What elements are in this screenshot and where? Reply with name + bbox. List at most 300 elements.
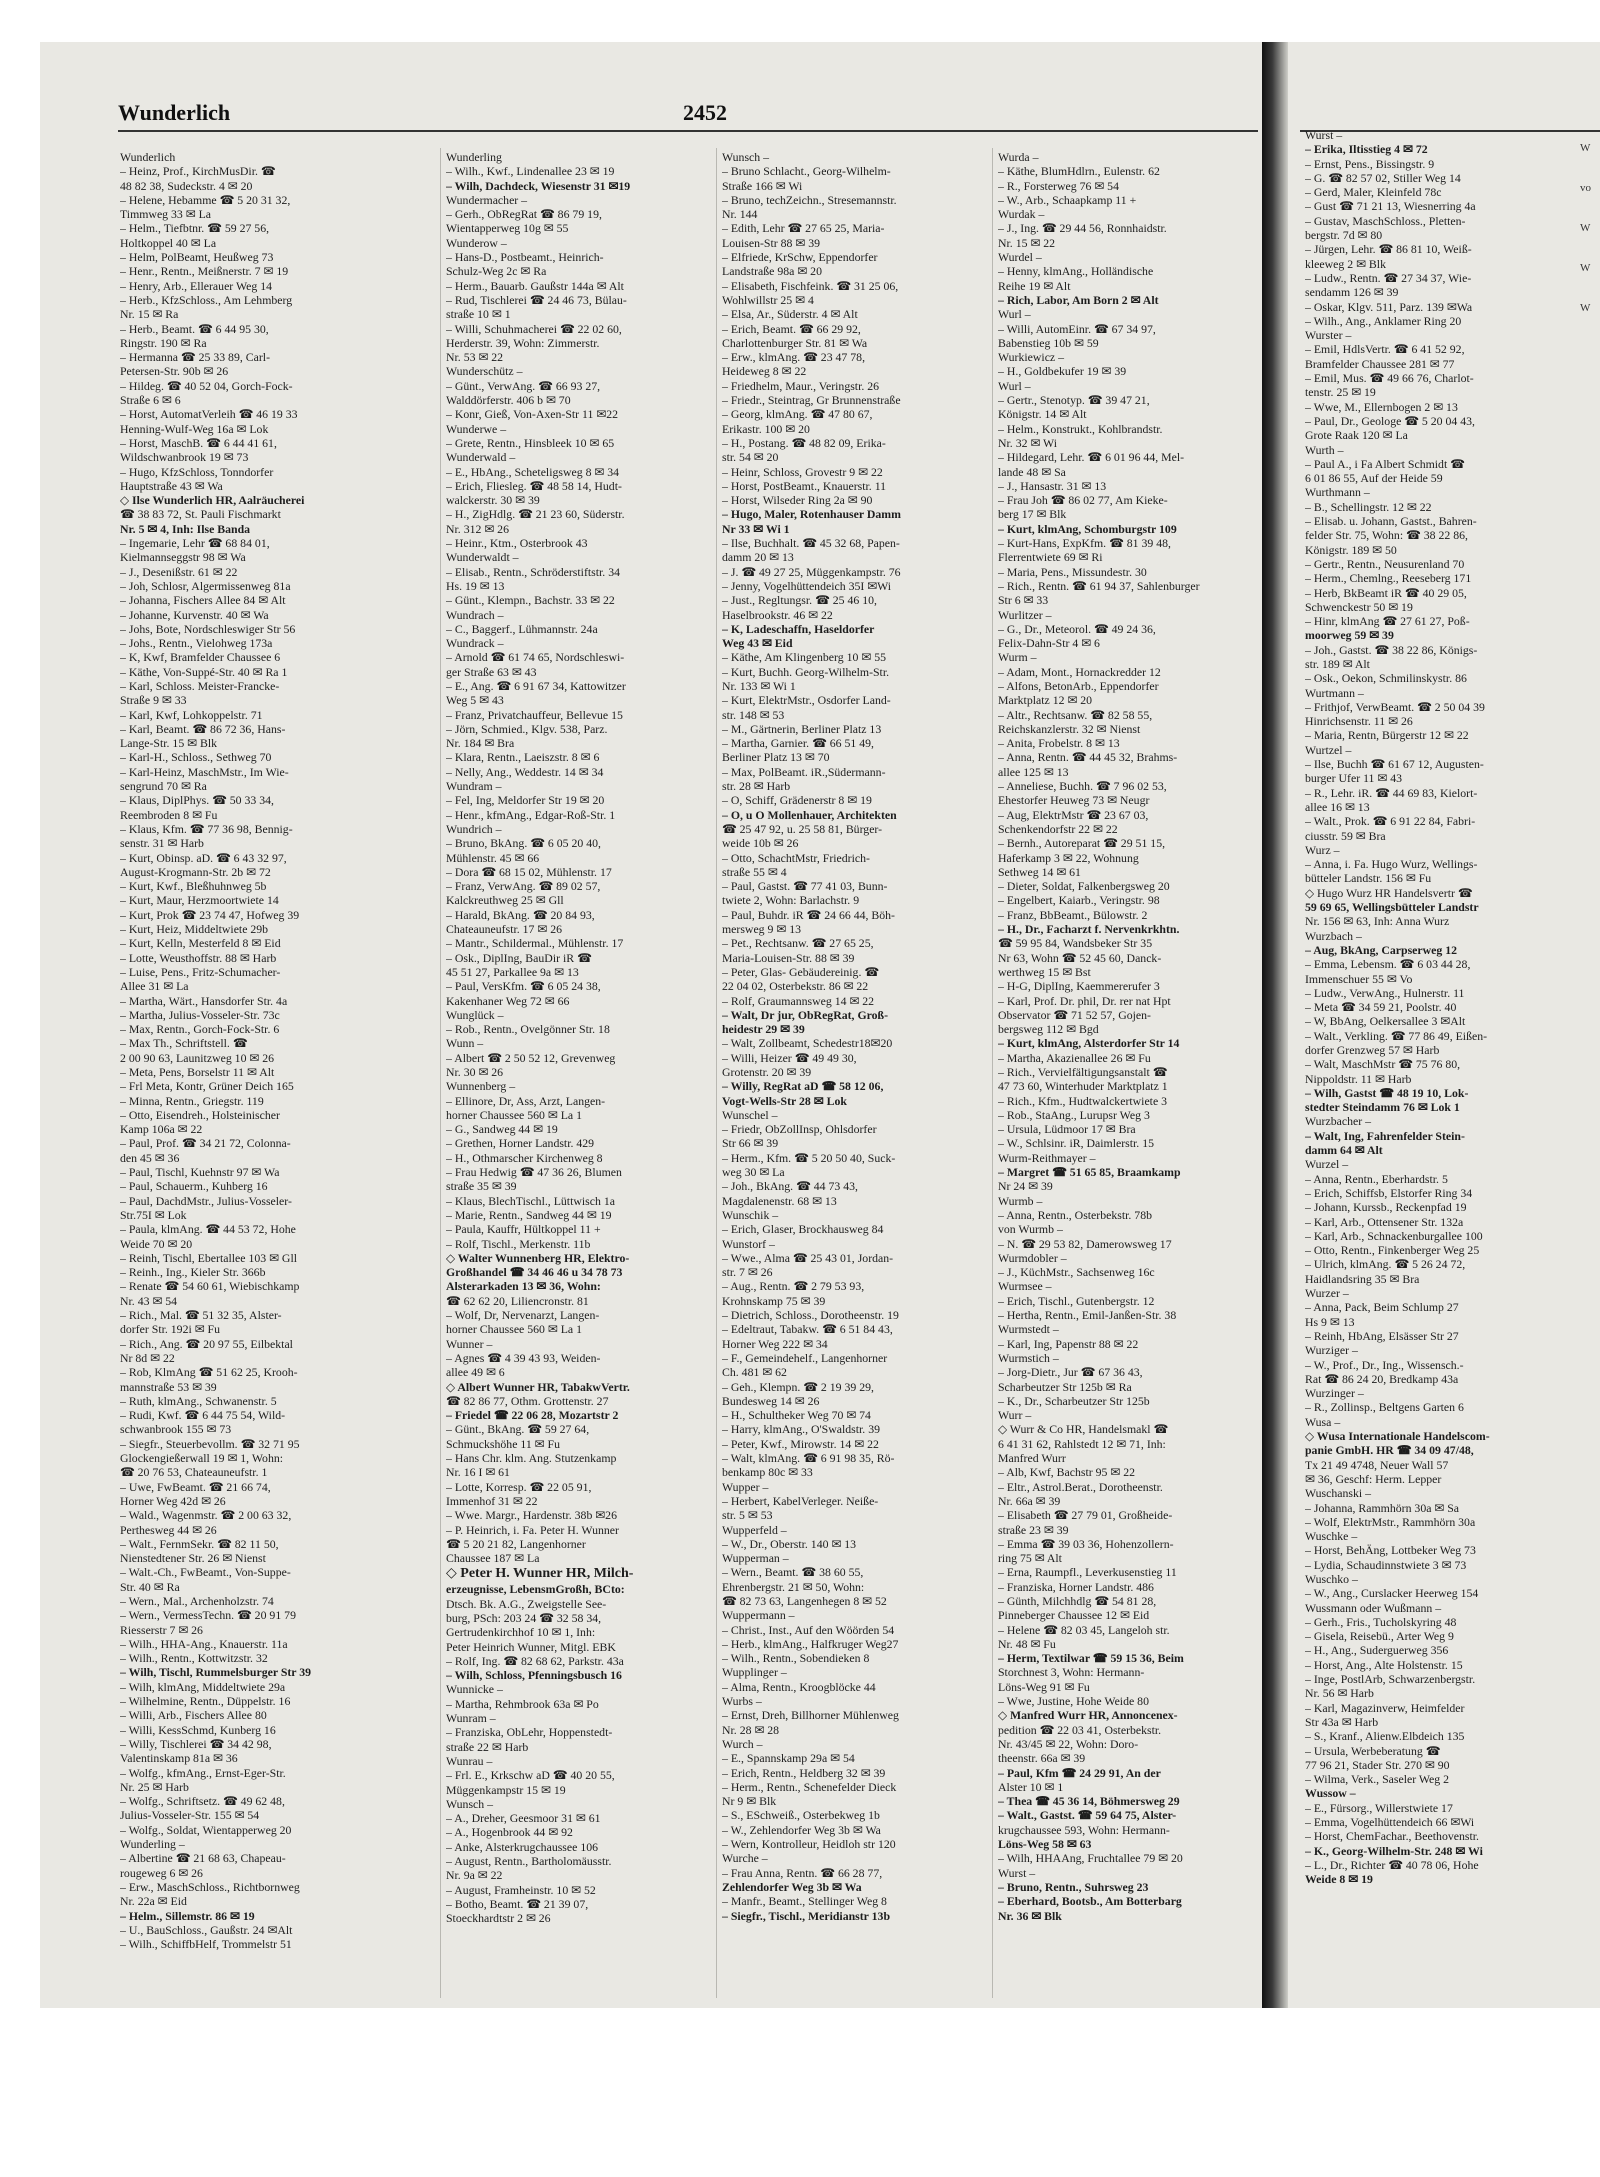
directory-entry: Ch. 481 ✉ 62 bbox=[722, 1365, 787, 1380]
directory-entry: Schmuckshöhe 11 ✉ Fu bbox=[446, 1436, 560, 1451]
directory-entry: – Lotte, Weusthoffstr. 88 ✉ Harb bbox=[120, 950, 277, 965]
directory-entry: pedition ☎ 22 03 41, Osterbekstr. bbox=[998, 1722, 1162, 1737]
directory-entry: – Helm, PolBeamt, Heußweg 73 bbox=[120, 250, 274, 265]
directory-entry: – E., HbAng., Scheteligsweg 8 ✉ 34 bbox=[446, 464, 620, 479]
directory-entry: ◇ Wusa Internationale Handelscom- bbox=[1305, 1429, 1490, 1444]
directory-entry: – Walt, Ing, Fahrenfelder Stein- bbox=[1305, 1128, 1465, 1143]
directory-entry: Wurlitzer – bbox=[998, 607, 1052, 622]
directory-entry: Reembroden 8 ✉ Fu bbox=[120, 807, 218, 822]
directory-entry: – Johanna, Rammhörn 30a ✉ Sa bbox=[1305, 1500, 1460, 1515]
directory-entry: Erikastr. 100 ✉ 20 bbox=[722, 421, 810, 436]
directory-entry: Valentinskamp 81a ✉ 36 bbox=[120, 1751, 238, 1766]
directory-entry: – Gerh., ObRegRat ☎ 86 79 19, bbox=[446, 207, 602, 222]
directory-entry: straße 55 ✉ 4 bbox=[722, 864, 787, 879]
directory-entry: Wussow – bbox=[1305, 1786, 1356, 1801]
directory-entry: Scharbeutzer Str 125b ✉ Ra bbox=[998, 1379, 1132, 1394]
directory-entry: weg 30 ✉ La bbox=[722, 1165, 785, 1180]
directory-entry: schwanbrook 155 ✉ 73 bbox=[120, 1422, 232, 1437]
directory-entry: – Rob., Rentn., Ovelgönner Str. 18 bbox=[446, 1022, 610, 1037]
directory-entry: Nr. 43 ✉ 54 bbox=[120, 1293, 178, 1308]
directory-entry: – Martha, Garnier. ☎ 66 51 49, bbox=[722, 736, 874, 751]
directory-entry: – Walt., Prok. ☎ 6 91 22 84, Fabri- bbox=[1305, 814, 1476, 829]
directory-entry: Str 6 ✉ 33 bbox=[998, 593, 1049, 608]
directory-entry: – Edeltraut, Tabakw. ☎ 6 51 84 43, bbox=[722, 1322, 893, 1337]
directory-entry: – Heinz, Prof., KirchMusDir. ☎ bbox=[120, 164, 276, 179]
directory-entry: twiete 2, Wohn: Barlachstr. 9 bbox=[722, 893, 860, 908]
directory-entry: panie GmbH. HR ☎ 34 09 47/48, bbox=[1305, 1443, 1474, 1458]
directory-entry: – L., Dr., Richter ☎ 40 78 06, Hohe bbox=[1305, 1857, 1479, 1872]
directory-entry: Krohnskamp 75 ✉ 39 bbox=[722, 1293, 826, 1308]
directory-entry: – W., Schlsinr. iR, Daimlerstr. 15 bbox=[998, 1136, 1154, 1151]
directory-entry: damm 20 ✉ 13 bbox=[722, 550, 794, 565]
directory-entry: – Herm, Textilwar ☎ 59 15 36, Beim bbox=[998, 1651, 1184, 1666]
directory-entry: Wurmstedt – bbox=[998, 1322, 1059, 1337]
directory-entry: – Rich., Mal. ☎ 51 32 35, Alster- bbox=[120, 1308, 282, 1323]
directory-entry: ◇ Peter H. Wunner HR, Milch- bbox=[446, 1566, 634, 1582]
directory-entry: horner Chaussee 560 ✉ La 1 bbox=[446, 1107, 583, 1122]
directory-entry: Nr. 66a ✉ 39 bbox=[998, 1493, 1061, 1508]
directory-entry: – Wern., VermessTechn. ☎ 20 91 79 bbox=[120, 1608, 296, 1623]
directory-entry: erzeugnisse, LebensmGroßh, BCto: bbox=[446, 1582, 625, 1597]
directory-entry: senstr. 31 ✉ Harb bbox=[120, 836, 204, 851]
directory-entry: – Johanne, Kurvenstr. 40 ✉ Wa bbox=[120, 607, 269, 622]
directory-entry: – Walt, Dr jur, ObRegRat, Groß- bbox=[722, 1007, 889, 1022]
directory-entry: – Helene ☎ 82 03 45, Langeloh str. bbox=[998, 1622, 1170, 1637]
directory-entry: – R., Lehr. iR. ☎ 44 69 83, Kielort- bbox=[1305, 785, 1478, 800]
directory-entry: Nr. 36 ✉ Blk bbox=[998, 1908, 1062, 1923]
directory-entry: – Elisabeth ☎ 27 79 01, Großheide- bbox=[998, 1508, 1173, 1523]
directory-entry: – Herm., Bauarb. Gaußstr 144a ✉ Alt bbox=[446, 278, 624, 293]
directory-entry: – Rob., StaAng., Lurupsr Weg 3 bbox=[998, 1107, 1150, 1122]
directory-entry: ☎ 82 73 63, Langenhegen 8 ✉ 52 bbox=[722, 1593, 887, 1608]
directory-entry: – E., Spannskamp 29a ✉ 54 bbox=[722, 1751, 855, 1766]
directory-entry: Babenstieg 10b ✉ 59 bbox=[998, 335, 1099, 350]
directory-entry: – Helm., Sillemstr. 86 ✉ 19 bbox=[120, 1908, 255, 1923]
directory-entry: – Grethen, Horner Landstr. 429 bbox=[446, 1136, 595, 1151]
directory-entry: Wunderwald – bbox=[446, 450, 516, 465]
directory-entry: krugchaussee 593, Wohn: Hermann- bbox=[998, 1822, 1170, 1837]
directory-entry: ger Straße 63 ✉ 43 bbox=[446, 664, 537, 679]
directory-entry: – Arnold ☎ 61 74 65, Nordschleswi- bbox=[446, 650, 625, 665]
directory-entry: Wurda – bbox=[998, 150, 1039, 164]
directory-entry: ◇ Manfred Wurr HR, Annoncenex- bbox=[998, 1708, 1178, 1723]
directory-entry: – Friedhelm, Maur., Veringstr. 26 bbox=[722, 378, 880, 393]
directory-entry: Wurtzel – bbox=[1305, 742, 1352, 757]
directory-entry: – Johs, Bote, Nordschleswiger Str 56 bbox=[120, 621, 296, 636]
directory-entry: – Horst, MaschB. ☎ 6 44 41 61, bbox=[120, 435, 277, 450]
directory-entry: Wurziger – bbox=[1305, 1343, 1358, 1358]
directory-entry: – Paul, Prof. ☎ 34 21 72, Colonna- bbox=[120, 1136, 291, 1151]
directory-entry: – Albert ☎ 2 50 52 12, Grevenweg bbox=[446, 1050, 616, 1065]
directory-entry: – Ulrich, klmAng. ☎ 5 26 24 72, bbox=[1305, 1257, 1466, 1272]
directory-entry: – Kurt, Obinsp. aD. ☎ 6 43 32 97, bbox=[120, 850, 287, 865]
directory-entry: – Alma, Rentn., Kroogblöcke 44 bbox=[722, 1679, 876, 1694]
directory-entry: – Aug, ElektrMstr ☎ 23 67 03, bbox=[998, 807, 1149, 822]
directory-entry: 45 51 27, Parkallee 9a ✉ 13 bbox=[446, 964, 579, 979]
edge-fragment: W bbox=[1580, 262, 1591, 274]
directory-entry: Hs 9 ✉ 13 bbox=[1305, 1314, 1355, 1329]
directory-entry: Wurzbacher – bbox=[1305, 1114, 1372, 1129]
directory-entry: Riesserstr 7 ✉ 26 bbox=[120, 1622, 203, 1637]
directory-entry: Ehestorfer Heuweg 73 ✉ Neugr bbox=[998, 793, 1150, 808]
directory-entry: – O, Schiff, Grädenerstr 8 ✉ 19 bbox=[722, 793, 872, 808]
directory-entry: – Dietrich, Schloss., Dorotheenstr. 19 bbox=[722, 1308, 899, 1323]
directory-entry: – Alb, Kwf, Bachstr 95 ✉ 22 bbox=[998, 1465, 1136, 1480]
directory-entry: Kielmannseggstr 98 ✉ Wa bbox=[120, 550, 246, 565]
directory-entry: – Herb., KfzSchloss., Am Lehmberg bbox=[120, 292, 293, 307]
directory-entry: von Wurmb – bbox=[998, 1222, 1063, 1237]
directory-entry: 77 96 21, Stader Str. 270 ✉ 90 bbox=[1305, 1757, 1450, 1772]
directory-entry: Immenschuer 55 ✉ Vo bbox=[1305, 971, 1413, 986]
directory-entry: – Günth, Milchhdlg ☎ 54 81 28, bbox=[998, 1593, 1157, 1608]
directory-entry: Wurbs – bbox=[722, 1694, 762, 1709]
directory-entry: ☎ 5 20 21 82, Langenhorner bbox=[446, 1536, 586, 1551]
directory-entry: – Ernst, Pens., Bissingstr. 9 bbox=[1305, 156, 1435, 171]
directory-entry: – Rolf, Graumannsweg 14 ✉ 22 bbox=[722, 993, 875, 1008]
directory-entry: – G., Sandweg 44 ✉ 19 bbox=[446, 1122, 558, 1137]
directory-entry: Nr 24 ✉ 39 bbox=[998, 1179, 1053, 1194]
directory-entry: – J. ☎ 49 27 25, Müggenkampstr. 76 bbox=[722, 564, 901, 579]
directory-entry: – R., Zollinsp., Beltgens Garten 6 bbox=[1305, 1400, 1464, 1415]
directory-entry: – W., Arb., Schaapkamp 11 + bbox=[998, 192, 1137, 207]
directory-entry: – Hans Chr. klm. Ang. Stutzenkamp bbox=[446, 1451, 617, 1466]
directory-entry: – H., Ang., Suderguerweg 356 bbox=[1305, 1643, 1449, 1658]
directory-entry: Wurthmann – bbox=[1305, 485, 1370, 500]
directory-entry: – Reinh, Tischl, Ebertallee 103 ✉ Gll bbox=[120, 1250, 297, 1265]
page-number: 2452 bbox=[683, 100, 727, 125]
directory-entry: – Karl, Arb., Schnackenburgallee 100 bbox=[1305, 1228, 1483, 1243]
directory-entry: Hinrichsenstr. 11 ✉ 26 bbox=[1305, 714, 1413, 729]
directory-entry: Wupperfeld – bbox=[722, 1522, 787, 1537]
directory-entry: – Anita, Frobelstr. 8 ✉ 13 bbox=[998, 736, 1120, 751]
directory-entry: – Horst, Wilseder Ring 2a ✉ 90 bbox=[722, 493, 873, 508]
directory-entry: str. 148 ✉ 53 bbox=[722, 707, 785, 722]
directory-entry: – Otto, Eisendreh., Holsteinischer bbox=[120, 1107, 280, 1122]
directory-entry: – Franziska, Horner Landstr. 486 bbox=[998, 1579, 1154, 1594]
directory-entry: – Wern., Mal., Archenholzstr. 74 bbox=[120, 1593, 274, 1608]
directory-entry: – Willi, Heizer ☎ 49 49 30, bbox=[722, 1050, 857, 1065]
directory-entry: – Rich., Ang. ☎ 20 97 55, Eilbektal bbox=[120, 1336, 293, 1351]
directory-entry: – Agnes ☎ 4 39 43 93, Weiden- bbox=[446, 1350, 601, 1365]
directory-entry: Wurm-Reithmayer – bbox=[998, 1150, 1096, 1165]
directory-entry: – Franz, VerwAng. ☎ 89 02 57, bbox=[446, 879, 601, 894]
directory-entry: – G., Dr., Meteorol. ☎ 49 24 36, bbox=[998, 621, 1156, 636]
directory-entry: Wundrich – bbox=[446, 821, 502, 836]
directory-entry: allee 49 ✉ 6 bbox=[446, 1365, 505, 1380]
directory-entry: – W, BbAng, Oelkersallee 3 ✉Alt bbox=[1305, 1014, 1466, 1029]
directory-entry: – Lotte, Korresp. ☎ 22 05 91, bbox=[446, 1479, 592, 1494]
directory-entry: Großhandel ☎ 34 46 46 u 34 78 73 bbox=[446, 1265, 623, 1280]
directory-entry: – Paul A., i Fa Albert Schmidt ☎ bbox=[1305, 456, 1465, 471]
directory-entry: moorweg 59 ✉ 39 bbox=[1305, 628, 1394, 643]
directory-entry: – Max Th., Schriftstell. ☎ bbox=[120, 1036, 248, 1051]
directory-entry: Observator ☎ 71 52 57, Gojen- bbox=[998, 1007, 1151, 1022]
directory-entry: – Rolf, Tischl., Merkenstr. 11b bbox=[446, 1236, 591, 1251]
directory-entry: – Herb, BkBeamt iR ☎ 40 29 05, bbox=[1305, 585, 1467, 600]
directory-entry: – Just., Regltungsr. ☎ 25 46 10, bbox=[722, 593, 877, 608]
directory-entry: – Wwe, Justine, Hohe Weide 80 bbox=[998, 1694, 1149, 1709]
edge-fragment: W bbox=[1580, 302, 1591, 314]
directory-entry: – Ursula, Werbeberatung ☎ bbox=[1305, 1743, 1441, 1758]
directory-entry: – Reinh, HbAng, Elsässer Str 27 bbox=[1305, 1328, 1459, 1343]
directory-entry: – H., Othmarscher Kirchenweg 8 bbox=[446, 1150, 603, 1165]
directory-entry: Nr. 156 ✉ 63, Inh: Anna Wurz bbox=[1305, 914, 1450, 929]
directory-entry: – Willy, Tischlerei ☎ 34 42 98, bbox=[120, 1736, 272, 1751]
directory-entry: 22 04 02, Osterbekstr. 86 ✉ 22 bbox=[722, 979, 869, 994]
directory-entry: – Friedr., Steintrag, Gr Brunnenstraße bbox=[722, 393, 901, 408]
directory-entry: – S., Kranf., Alienw.Elbdeich 135 bbox=[1305, 1729, 1465, 1744]
directory-entry: – Gerd, Maler, Kleinfeld 78c bbox=[1305, 185, 1442, 200]
directory-entry: Wundrack – bbox=[446, 636, 504, 651]
directory-entry: – Wilhelmine, Rentn., Düppelstr. 16 bbox=[120, 1694, 291, 1709]
directory-entry: – Nelly, Ang., Weddestr. 14 ✉ 34 bbox=[446, 764, 604, 779]
directory-entry: – Klara, Rentn., Laeiszstr. 8 ✉ 6 bbox=[446, 750, 600, 765]
directory-entry: – Kurt, ElektrMstr., Osdorfer Land- bbox=[722, 693, 891, 708]
directory-entry: Hauptstraße 43 ✉ Wa bbox=[120, 478, 223, 493]
directory-entry: – Meta, Pens, Borselstr 11 ✉ Alt bbox=[120, 1065, 275, 1079]
directory-entry: – Peter, Kwf., Mirowstr. 14 ✉ 22 bbox=[722, 1436, 879, 1451]
directory-entry: Wurmb – bbox=[998, 1193, 1043, 1208]
directory-entry: – Johann, Kurssb., Reckenpfad 19 bbox=[1305, 1200, 1467, 1215]
directory-entry: Nippoldstr. 11 ✉ Harb bbox=[1305, 1071, 1412, 1086]
directory-entry: – Rich., Vervielfältigungsanstalt ☎ bbox=[998, 1065, 1168, 1079]
directory-entry: – Willi, KessSchmd, Kunberg 16 bbox=[120, 1722, 276, 1737]
directory-entry: 59 69 65, Wellingsbütteler Landstr bbox=[1305, 900, 1479, 915]
directory-entry: – M., Gärtnerin, Berliner Platz 13 bbox=[722, 721, 882, 736]
directory-entry: – Frithjof, VerwBeamt. ☎ 2 50 04 39 bbox=[1305, 699, 1485, 714]
directory-entry: – Herb., Beamt. ☎ 6 44 95 30, bbox=[120, 321, 269, 336]
directory-entry: – Emil, Mus. ☎ 49 66 76, Charlot- bbox=[1305, 371, 1474, 386]
directory-entry: – Kurt, Kelln, Mesterfeld 8 ✉ Eid bbox=[120, 936, 281, 951]
directory-entry: Wurl – bbox=[998, 378, 1031, 393]
directory-entry: Wuppermann – bbox=[722, 1608, 795, 1623]
directory-entry: Schenkendorfstr 22 ✉ 22 bbox=[998, 821, 1118, 836]
directory-entry: Wurst – bbox=[998, 1865, 1036, 1880]
directory-entry: – Wilh, Tischl, Rummelsburger Str 39 bbox=[120, 1665, 312, 1680]
directory-entry: – H., Dr., Facharzt f. Nervenkrkhtn. bbox=[998, 922, 1180, 937]
directory-entry: Peter Heinrich Wunner, Mitgl. EBK bbox=[446, 1639, 616, 1654]
directory-entry: – Herm., Rentn., Schenefelder Dieck bbox=[722, 1779, 897, 1794]
directory-entry: Wunsch – bbox=[446, 1796, 494, 1811]
directory-entry: Mühlenstr. 45 ✉ 66 bbox=[446, 850, 540, 865]
directory-entry: Hs. 19 ✉ 13 bbox=[446, 578, 505, 593]
directory-entry: Weide 8 ✉ 19 bbox=[1305, 1872, 1373, 1887]
directory-entry: – Franziska, ObLehr, Hoppenstedt- bbox=[446, 1725, 613, 1740]
directory-entry: – Helm., Tiefbtnr. ☎ 59 27 56, bbox=[120, 221, 270, 236]
directory-entry: – Johanna, Fischers Allee 84 ✉ Alt bbox=[120, 593, 286, 608]
directory-entry: – H-G, DiplIng, Kaemmererufer 3 bbox=[998, 979, 1160, 994]
directory-entry: – J., Desenißstr. 61 ✉ 22 bbox=[120, 564, 238, 579]
directory-entry: mersweg 9 ✉ 13 bbox=[722, 922, 802, 937]
directory-entry: – Reinh., Ing., Kieler Str. 366b bbox=[120, 1265, 266, 1280]
directory-entry: – Friedr, ObZollInsp, Ohlsdorfer bbox=[722, 1122, 877, 1137]
directory-entry: bergsweg 112 ✉ Bgd bbox=[998, 1022, 1099, 1037]
directory-entry: – Klaus, DiplPhys. ☎ 50 33 34, bbox=[120, 793, 274, 808]
directory-entry: Wuschko – bbox=[1305, 1571, 1358, 1586]
directory-entry: Wurmstich – bbox=[998, 1350, 1059, 1365]
directory-entry: Nr. 32 ✉ Wi bbox=[998, 435, 1058, 450]
directory-entry: – Edith, Lehr ☎ 27 65 25, Maria- bbox=[722, 221, 885, 236]
directory-entry: – Rob, KlmAng ☎ 51 62 25, Krooh- bbox=[120, 1365, 298, 1380]
directory-entry: bütteler Landstr. 156 ✉ Fu bbox=[1305, 871, 1432, 886]
directory-entry: – Klaus, BlechTischl., Lüttwisch 1a bbox=[446, 1193, 615, 1208]
directory-entry: Wunner – bbox=[446, 1336, 493, 1351]
directory-entry: – Bernh., Autoreparat ☎ 29 51 15, bbox=[998, 836, 1166, 851]
directory-entry: – Dora ☎ 68 15 02, Mühlenstr. 17 bbox=[446, 864, 612, 879]
directory-entry: – Wolf, ElektrMstr., Rammhörn 30a bbox=[1305, 1514, 1476, 1529]
directory-entry: Bundesweg 14 ✉ 26 bbox=[722, 1393, 820, 1408]
directory-column-2 bbox=[446, 150, 714, 2000]
directory-entry: Horner Weg 42d ✉ 26 bbox=[120, 1493, 226, 1508]
directory-entry: – Kurt, Kwf., Bleßhuhnweg 5b bbox=[120, 879, 267, 894]
directory-entry: – Elfriede, KrSchw, Eppendorfer bbox=[722, 250, 878, 265]
directory-entry: Ehrenbergstr. 21 ✉ 50, Wohn: bbox=[722, 1579, 865, 1594]
directory-entry: 6 01 86 55, Auf der Heide 59 bbox=[1305, 471, 1443, 486]
directory-entry: – Johs., Rentn., Vielohweg 173a bbox=[120, 636, 273, 651]
directory-entry: Weide 70 ✉ 20 bbox=[120, 1236, 193, 1251]
directory-entry: – Hugo, Maler, Rotenhauser Damm bbox=[722, 507, 901, 522]
directory-entry: Str.75I ✉ Lok bbox=[120, 1207, 187, 1222]
directory-entry: Wurr – bbox=[998, 1408, 1032, 1423]
directory-entry: – Wald., Wagenmstr. ☎ 2 00 63 32, bbox=[120, 1508, 292, 1523]
directory-entry: tenstr. 25 ✉ 19 bbox=[1305, 385, 1376, 400]
directory-entry: – Paul, Tischl, Kuehnstr 97 ✉ Wa bbox=[120, 1165, 280, 1180]
directory-entry: Alsterarkaden 13 ✉ 36, Wohn: bbox=[446, 1279, 601, 1294]
directory-entry: ciusstr. 59 ✉ Bra bbox=[1305, 828, 1386, 843]
directory-entry: Wientapperweg 10g ✉ 55 bbox=[446, 221, 569, 236]
directory-entry: felder Str. 75, Wohn: ☎ 38 22 86, bbox=[1305, 528, 1468, 543]
directory-entry: – Karl-Heinz, MaschMstr., Im Wie- bbox=[120, 764, 289, 779]
directory-entry: Wurmsee – bbox=[998, 1279, 1052, 1294]
directory-entry: Wunglück – bbox=[446, 1007, 504, 1022]
directory-entry: berg 17 ✉ Blk bbox=[998, 507, 1067, 522]
directory-entry: Wurch – bbox=[722, 1736, 763, 1751]
directory-entry: Nr. 48 ✉ Fu bbox=[998, 1636, 1056, 1651]
directory-entry: Nr. 53 ✉ 22 bbox=[446, 350, 504, 365]
directory-entry: – Aug, BkAng, Carpserweg 12 bbox=[1305, 942, 1458, 957]
directory-entry: den 45 ✉ 36 bbox=[120, 1150, 180, 1165]
directory-entry: walckerstr. 30 ✉ 39 bbox=[446, 493, 540, 508]
directory-entry: Wusa – bbox=[1305, 1414, 1341, 1429]
directory-entry: Königstr. 189 ✉ 50 bbox=[1305, 542, 1397, 557]
directory-entry: Ringstr. 190 ✉ Ra bbox=[120, 335, 207, 350]
directory-entry: – Karl-H., Schloss., Sethweg 70 bbox=[120, 750, 272, 765]
directory-entry: Nr. 184 ✉ Bra bbox=[446, 736, 515, 751]
directory-entry: Wurl – bbox=[998, 307, 1031, 322]
directory-entry: – S., ESchweiß., Osterbekweg 1b bbox=[722, 1808, 880, 1823]
directory-entry: – W., Ang., Curslacker Heerweg 154 bbox=[1305, 1586, 1479, 1601]
directory-entry: – Kurt, klmAng, Alsterdorfer Str 14 bbox=[998, 1036, 1180, 1051]
directory-entry: – Willy, RegRat aD ☎ 58 12 06, bbox=[722, 1079, 884, 1094]
directory-entry: – Karl, Ing, Papenstr 88 ✉ 22 bbox=[998, 1336, 1139, 1351]
directory-entry: Nr 63, Wohn ☎ 52 45 60, Danck- bbox=[998, 950, 1162, 965]
directory-entry: Nr. 30 ✉ 26 bbox=[446, 1065, 504, 1079]
directory-entry: – Georg, klmAng. ☎ 47 80 67, bbox=[722, 407, 873, 422]
directory-entry: Kakenhaner Weg 72 ✉ 66 bbox=[446, 993, 570, 1008]
directory-entry: bergstr. 7d ✉ 80 bbox=[1305, 228, 1383, 243]
directory-entry: – Lydia, Schaudinnstwiete 3 ✉ 73 bbox=[1305, 1557, 1467, 1572]
directory-entry: – Hans-D., Postbeamt., Heinrich- bbox=[446, 250, 604, 265]
directory-entry: Immenhof 31 ✉ 22 bbox=[446, 1493, 538, 1508]
directory-entry: Wunnicke – bbox=[446, 1682, 503, 1697]
directory-entry: – Jorg-Dietr., Jur ☎ 67 36 43, bbox=[998, 1365, 1143, 1380]
directory-entry: Reihe 19 ✉ Alt bbox=[998, 278, 1071, 293]
directory-entry: – Kurt, Prok ☎ 23 74 47, Hofweg 39 bbox=[120, 907, 300, 922]
directory-entry: – Paul, DachdMstr., Julius-Vosseler- bbox=[120, 1193, 292, 1208]
directory-entry: Königstr. 14 ✉ Alt bbox=[998, 407, 1087, 422]
directory-entry: – Anna, Pack, Beim Schlump 27 bbox=[1305, 1300, 1459, 1315]
directory-entry: – Ingemarie, Lehr ☎ 68 84 01, bbox=[120, 536, 270, 551]
directory-entry: Wunschel – bbox=[722, 1107, 778, 1122]
directory-entry: Glockengießerwall 19 ✉ 1, Wohn: bbox=[120, 1451, 284, 1466]
directory-entry: – N. ☎ 29 53 82, Damerowsweg 17 bbox=[998, 1236, 1172, 1251]
directory-entry: – Gust ☎ 71 21 13, Wiesnerring 4a bbox=[1305, 199, 1476, 214]
directory-entry: – Bruno Schlacht., Georg-Wilhelm- bbox=[722, 164, 891, 179]
directory-entry: – Luise, Pens., Fritz-Schumacher- bbox=[120, 964, 281, 979]
directory-entry: Wunderow – bbox=[446, 235, 507, 250]
directory-entry: – Gertr., Rentn., Neusurenland 70 bbox=[1305, 556, 1465, 571]
directory-entry: – Harald, BkAng. ☎ 20 84 93, bbox=[446, 907, 595, 922]
directory-entry: Nr 9 ✉ Blk bbox=[722, 1794, 777, 1809]
directory-entry: burger Ufer 11 ✉ 43 bbox=[1305, 771, 1403, 786]
directory-entry: – Frau Hedwig ☎ 47 36 26, Blumen bbox=[446, 1165, 622, 1180]
directory-entry: – Anneliese, Buchh. ☎ 7 96 02 53, bbox=[998, 779, 1167, 794]
directory-entry: Wunrau – bbox=[446, 1753, 493, 1768]
edge-fragment: vo bbox=[1580, 182, 1591, 194]
directory-entry: – Frl Meta, Kontr, Grüner Deich 165 bbox=[120, 1079, 294, 1094]
directory-entry: – Henny, klmAng., Holländische bbox=[998, 264, 1154, 279]
header-name: Wunderlich bbox=[118, 100, 231, 125]
directory-entry: – Rud, Tischlerei ☎ 24 46 73, Bülau- bbox=[446, 292, 627, 307]
directory-entry: – Karl, Schloss. Meister-Francke- bbox=[120, 678, 280, 693]
directory-entry: – Horst, BehÄng, Lottbeker Weg 73 bbox=[1305, 1543, 1476, 1558]
directory-entry: – Martha, Julius-Vosseler-Str. 73c bbox=[120, 1007, 280, 1022]
directory-entry: – Eberhard, Bootsb., Am Botterbarg bbox=[998, 1894, 1182, 1909]
directory-entry: straße 35 ✉ 39 bbox=[446, 1179, 517, 1194]
directory-entry: werthweg 15 ✉ Bst bbox=[998, 964, 1091, 979]
directory-entry: – Helm., Konstrukt., Kohlbrandstr. bbox=[998, 421, 1163, 436]
directory-entry: Str. 40 ✉ Ra bbox=[120, 1579, 180, 1594]
directory-entry: – Paul, Schauerm., Kuhberg 16 bbox=[120, 1179, 268, 1194]
directory-entry: – Walt, klmAng. ☎ 6 91 98 35, Rö- bbox=[722, 1451, 895, 1466]
directory-column-4 bbox=[998, 150, 1266, 2000]
column-divider bbox=[716, 148, 717, 1998]
directory-entry: Herderstr. 39, Wohn: Zimmerstr. bbox=[446, 335, 600, 350]
directory-entry: – Walt., Gastst. ☎ 59 64 75, Alster- bbox=[998, 1808, 1177, 1823]
directory-entry: Maria-Louisen-Str. 88 ✉ 39 bbox=[722, 950, 855, 965]
directory-entry: ☎ 62 62 20, Liliencronstr. 81 bbox=[446, 1293, 589, 1308]
directory-entry: Pinneberger Chaussee 12 ✉ Eid bbox=[998, 1608, 1150, 1623]
directory-entry: – Otto, SchachtMstr, Friedrich- bbox=[722, 850, 870, 865]
directory-entry: – J., Hansastr. 31 ✉ 13 bbox=[998, 478, 1107, 493]
directory-entry: – Frl. E., Krkschw aD ☎ 40 20 55, bbox=[446, 1768, 615, 1783]
directory-entry: Wussmann oder Wußmann – bbox=[1305, 1600, 1442, 1615]
directory-entry: rougeweg 6 ✉ 26 bbox=[120, 1865, 203, 1880]
directory-entry: Löns-Weg 91 ✉ Fu bbox=[998, 1679, 1090, 1694]
directory-entry: – Bruno, techZeichn., Stresemannstr. bbox=[722, 192, 897, 207]
directory-entry: Dtsch. Bk. A.G., Zweigstelle See- bbox=[446, 1596, 607, 1611]
directory-entry: – B., Schellingstr. 12 ✉ 22 bbox=[1305, 499, 1432, 514]
directory-entry: Wohlwillstr 25 ✉ 4 bbox=[722, 292, 814, 307]
directory-entry: – Emil, HdlsVertr. ☎ 6 41 52 92, bbox=[1305, 342, 1465, 357]
directory-entry: – Kurt, Heiz, Middeltwiete 29b bbox=[120, 922, 269, 937]
directory-entry: – Walt, Zollbeamt, Schedestr18✉20 bbox=[722, 1036, 893, 1051]
directory-entry: ☎ 20 76 53, Chateauneufstr. 1 bbox=[120, 1465, 268, 1480]
directory-entry: – Emma ☎ 39 03 36, Hohenzollern- bbox=[998, 1536, 1174, 1551]
directory-entry: Wupplinger – bbox=[722, 1665, 787, 1680]
directory-entry: – Wolf, Dr, Nervenarzt, Langen- bbox=[446, 1308, 600, 1323]
directory-entry: Alster 10 ✉ 1 bbox=[998, 1779, 1064, 1794]
